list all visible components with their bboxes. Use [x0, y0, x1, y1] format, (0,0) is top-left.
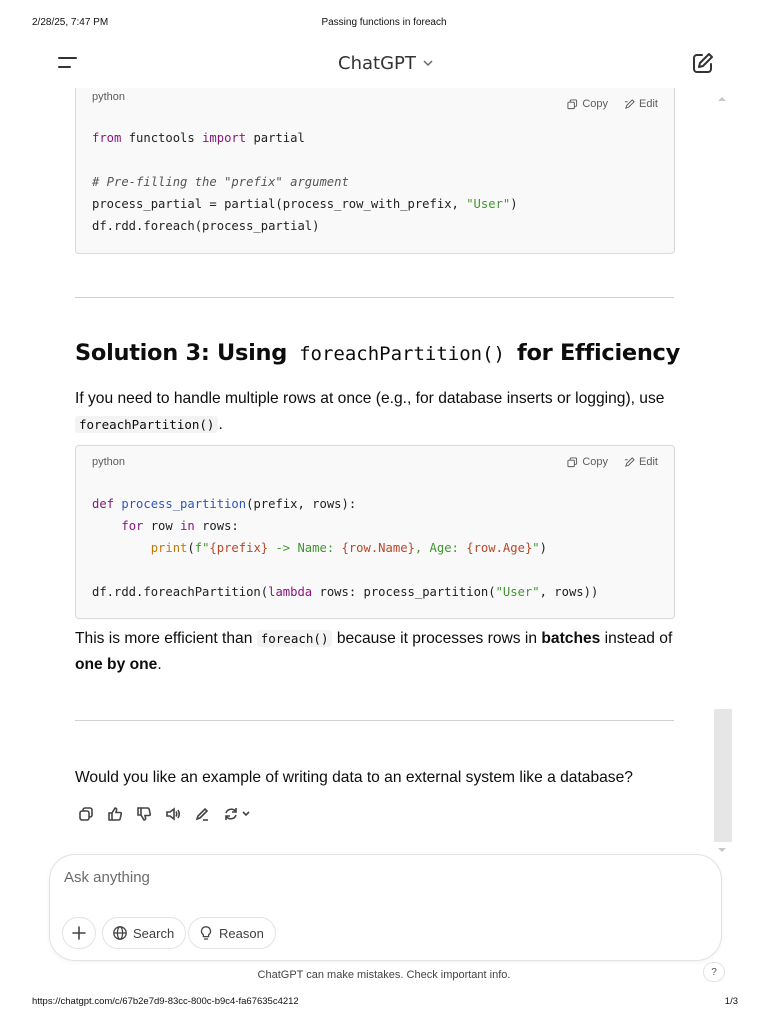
- edit-code-label: Edit: [639, 456, 658, 468]
- code-language-label: python: [92, 91, 126, 103]
- edit-canvas-icon: [194, 806, 210, 822]
- copy-icon: [78, 806, 94, 822]
- sidebar-menu-button[interactable]: [56, 52, 80, 74]
- reason-button-label: Reason: [219, 925, 264, 941]
- divider: [75, 720, 674, 721]
- print-date: 2/28/25, 7:47 PM: [32, 17, 109, 28]
- model-selector[interactable]: [338, 50, 434, 76]
- divider: [75, 297, 674, 298]
- bold-text: one by one: [75, 656, 158, 673]
- print-title: Passing functions in foreach: [321, 17, 447, 28]
- print-url: https://chatgpt.com/c/67b2e7d9-83cc-800c-b9c4-fa67635c4212: [32, 996, 299, 1007]
- help-button[interactable]: ?: [703, 962, 725, 982]
- plus-icon: [71, 925, 87, 941]
- chevron-down-icon: [241, 809, 251, 819]
- intro-end: .: [218, 416, 223, 433]
- prompt-input[interactable]: [64, 866, 704, 888]
- inline-code: foreachPartition(): [75, 416, 218, 433]
- compose-icon: [690, 50, 716, 76]
- lightbulb-icon: [198, 925, 214, 941]
- heading-text-start: Solution 3: Using: [75, 340, 288, 366]
- copy-icon: [567, 99, 578, 110]
- composer: [49, 854, 722, 961]
- read-aloud-button[interactable]: [165, 806, 181, 822]
- search-button-label: Search: [133, 925, 175, 941]
- code-body: [92, 493, 662, 603]
- thumbs-down-icon: [136, 806, 152, 822]
- efficiency-end: .: [157, 656, 162, 673]
- code-line: print(f"{prefix} -> Name: {row.Name}, Age: {row.Age}"): [150, 541, 547, 555]
- edit-code-button[interactable]: [624, 98, 658, 110]
- new-chat-button[interactable]: [690, 50, 716, 76]
- search-button[interactable]: [102, 917, 186, 949]
- scrollbar-thumb[interactable]: [714, 709, 732, 842]
- followup-question: Would you like an example of writing data to an external system like a database?: [75, 769, 633, 786]
- code-line: def process_partition(prefix, rows):: [92, 497, 357, 511]
- code-block-partial: [75, 88, 675, 254]
- code-line: [92, 559, 662, 581]
- code-line: [92, 149, 662, 171]
- good-response-button[interactable]: [107, 806, 123, 822]
- edit-pencil-icon: [624, 457, 635, 468]
- bad-response-button[interactable]: [136, 806, 152, 822]
- reason-button[interactable]: [188, 917, 276, 949]
- regenerate-button[interactable]: [223, 806, 253, 822]
- code-line: process_partial = partial(process_row_with_prefix, "User"): [92, 197, 518, 211]
- model-name: ChatGPT: [338, 52, 416, 74]
- efficiency-paragraph: [75, 626, 675, 678]
- scroll-up-arrow-icon[interactable]: [716, 94, 728, 104]
- code-language-label: python: [92, 456, 126, 468]
- edit-code-label: Edit: [639, 98, 658, 110]
- intro-text: If you need to handle multiple rows at once (e.g., for database inserts or logging), use: [75, 390, 665, 407]
- copy-code-label: Copy: [582, 98, 609, 110]
- code-actions: [567, 456, 658, 468]
- print-footer: [0, 996, 768, 1008]
- code-line: from functools import partial: [92, 131, 305, 145]
- code-line: for row in rows:: [121, 519, 239, 533]
- copy-code-button[interactable]: [567, 98, 608, 110]
- print-page-number: 1/3: [724, 996, 738, 1007]
- disclaimer: ChatGPT can make mistakes. Check important info.: [257, 969, 511, 981]
- copy-icon: [567, 457, 578, 468]
- code-body: [92, 127, 662, 237]
- inline-code: foreach(): [257, 630, 333, 647]
- code-block-foreach-partition: [75, 445, 675, 619]
- edit-in-canvas-button[interactable]: [194, 806, 210, 822]
- attach-button[interactable]: [62, 917, 96, 949]
- code-line: # Pre-filling the "prefix" argument: [92, 175, 349, 189]
- heading-inline-code: foreachPartition(): [299, 343, 505, 365]
- efficiency-text-3: instead of: [604, 630, 673, 647]
- intro-paragraph: [75, 386, 675, 438]
- edit-pencil-icon: [624, 99, 635, 110]
- copy-code-button[interactable]: [567, 456, 608, 468]
- edit-code-button[interactable]: [624, 456, 658, 468]
- code-line: df.rdd.foreach(process_partial): [92, 219, 320, 233]
- chevron-down-icon: [422, 58, 434, 68]
- message-actions: [78, 806, 253, 822]
- regenerate-icon: [223, 806, 239, 822]
- bold-text: batches: [541, 630, 601, 647]
- thumbs-up-icon: [107, 806, 123, 822]
- heading-text-end: for Efficiency: [516, 340, 680, 366]
- section-heading: [75, 340, 695, 376]
- print-header: [0, 17, 768, 31]
- efficiency-text-2: because it processes rows in: [336, 630, 538, 647]
- scroll-down-arrow-icon[interactable]: [716, 845, 728, 855]
- copy-message-button[interactable]: [78, 806, 94, 822]
- speaker-icon: [165, 806, 181, 822]
- code-actions: [567, 98, 658, 110]
- globe-icon: [112, 925, 128, 941]
- code-line: df.rdd.foreachPartition(lambda rows: process_partition("User", rows)): [92, 585, 599, 599]
- menu-icon: [56, 52, 80, 74]
- copy-code-label: Copy: [582, 456, 609, 468]
- efficiency-text-1: This is more efficient than: [75, 630, 253, 647]
- top-bar: [0, 46, 768, 80]
